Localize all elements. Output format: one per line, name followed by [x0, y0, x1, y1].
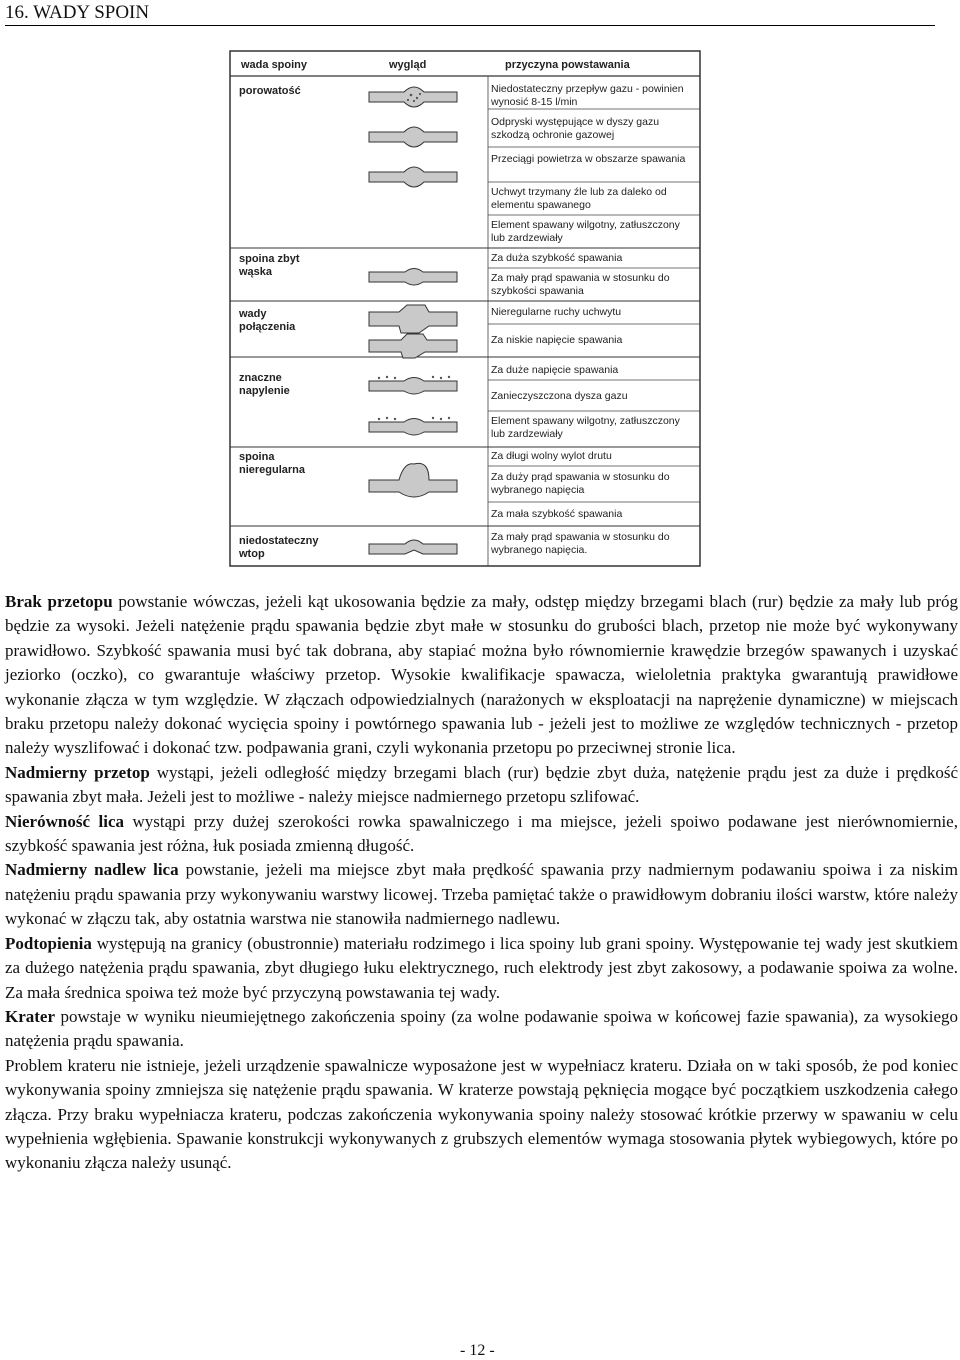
col-header-defect: wada spoiny [241, 59, 308, 71]
page-number: - 12 - [460, 1342, 495, 1359]
cause-item: Za mała szybkość spawania [491, 508, 623, 520]
cause-item: Za niskie napięcie spawania [491, 334, 623, 346]
cause-item: Uchwyt trzymany źle lub za daleko od elementu spawanego [491, 186, 667, 211]
cause-item: Zanieczyszczona dysza gazu [491, 390, 628, 402]
cause-item: Za duże napięcie spawania [491, 364, 619, 376]
defect-label: wady połączenia [239, 308, 296, 333]
cause-item: Element spawany wilgotny, zatłuszczony lub zardzewiały [491, 415, 680, 440]
paragraph-title: Nadmierny przetop [5, 762, 150, 782]
page-header: 16. WADY SPOIN [5, 2, 935, 26]
defect-label: niedostateczny wtop [239, 535, 319, 560]
cause-item: Przeciągi powietrza w obszarze spawania [491, 153, 686, 165]
body-text [5, 590, 958, 1176]
paragraph-text: wystąpi, jeżeli odległość między brzegami blach (rur) będzie zbyt duża, natężenie prądu jest za duże i prędkość spawania zbyt mała. Jeżeli jest to możliwe - należy miejsce nadmiernego przetopu szlifować. [5, 762, 959, 807]
paragraph-title: Nadmierny nadlew lica [5, 860, 179, 880]
cause-item: Za duża szybkość spawania [491, 252, 623, 264]
cause-item: Niedostateczny przepływ gazu - powinien wynosić 8-15 l/min [491, 83, 684, 108]
defect-label: porowatość [239, 85, 301, 97]
paragraph [5, 932, 958, 1005]
paragraph [5, 858, 958, 931]
defect-label: spoina nieregularna [239, 451, 306, 476]
cause-item: Za mały prąd spawania w stosunku do szybkości spawania [491, 272, 670, 297]
paragraph-text: powstanie, jeżeli ma miejsce zbyt mała prędkość spawania przy nadmiernym podawaniu spoiwa i za niskim natężeniu prądu spawania przy wykonywaniu warstwy licowej. Trzeba pamiętać także o prawidłowym dobraniu ilości warstw, które należy wykonać w złączu tak, aby ostatnia warstwa nie stanowiła nadmiernego nadlewu. [5, 860, 958, 929]
cause-item: Element spawany wilgotny, zatłuszczony lub zardzewiały [491, 219, 680, 244]
paragraph [5, 761, 958, 810]
paragraph [5, 590, 958, 761]
cause-item: Za mały prąd spawania w stosunku do wybranego napięcia. [491, 531, 670, 556]
paragraph [5, 1054, 958, 1176]
cause-item: Odpryski występujące w dyszy gazu szkodzą ochronie gazowej [491, 116, 660, 141]
paragraph-title: Nierówność lica [5, 811, 124, 831]
paragraph-text: powstaje w wyniku nieumiejętnego zakończenia spoiny (za wolne podawanie spoiwa w końcowej fazie spawania), za wysokiego natężenia prądu spawania. [5, 1006, 958, 1051]
paragraph [5, 1005, 958, 1054]
paragraph-text: występują na granicy (obustronnie) materiału rodzimego i lica spoiny lub grani spoiny. Występowanie tej wady jest skutkiem za dużego natężenia prądu spawania, zbyt długiego łuku elektrycznego, ruch elektrody jest zbyt zakosowy, a podawanie spoiwa za wolne. Za mała średnica spoiwa też może być przyczyną powstawania tej wady. [5, 933, 958, 1002]
col-header-cause: przyczyna powstawania [505, 59, 630, 71]
cause-item: Za długi wolny wylot drutu [491, 450, 612, 462]
col-header-appearance: wygląd [389, 59, 427, 71]
paragraph [5, 810, 958, 859]
paragraph-text: Problem krateru nie istnieje, jeżeli urządzenie spawalnicze wyposażone jest w wypełniacz krateru. Działa on w taki sposób, że pod koniec wykonywania spoiny zmniejsza się natężenie prądu spawania. W kraterze powstają pęknięcia mogące być początkiem uszkodzenia całego złącza. Przy braku wypełniacza krateru, podczas zakończenia wykonywania spoiny należy stosować krótkie przerwy w spawaniu w celu wypełnienia wgłębienia. Spawanie konstrukcji wykonywanych z grubszych elementów wymaga stosowania płytek wybiegowych, które po wykonaniu złącza należy usunąć. [5, 1055, 958, 1173]
defect-label: znaczne napylenie [239, 372, 290, 397]
paragraph-text: powstanie wówczas, jeżeli kąt ukosowania będzie za mały, odstęp między brzegami blach (rur) będzie za mały lub próg będzie za wysoki. Jeżeli natężenie prądu spawania będzie zbyt małe w stosunku do grubości blach, przetop nie może być wykonywany prawidłowo. Szybkość spawania musi być tak dobrana, aby stapiać można było równomiernie krawędzie brzegów spawanych i uzyskać jeziorko (oczko), co gwarantuje właściwy przetop. Wysokie kwalifikacje spawacza, wieloletnia praktyka gwarantują prawidłowe wykonanie złącza w tym względzie. W złączach odpowiedzialnych (narażonych w eksploatacji na naprężenie dynamiczne) w miejscach braku przetopu należy dokonać wycięcia spoiny i powtórnego spawania lub - jeżeli jest to możliwe ze względów technicznych - przetop należy wyszlifować i dokonać tzw. podpawania grani, czyli wykonania przetopu po przeciwnej stronie lica. [5, 592, 959, 758]
paragraph-title: Krater [5, 1006, 56, 1026]
defect-label: spoina zbyt wąska [239, 253, 300, 278]
cause-item: Za duży prąd spawania w stosunku do wybranego napięcia [491, 471, 670, 496]
weld-defects-table [229, 50, 701, 567]
paragraph-title: Podtopienia [5, 933, 92, 953]
paragraph-title: Brak przetopu [5, 592, 113, 611]
cause-item: Nieregularne ruchy uchwytu [491, 306, 622, 318]
paragraph-text: wystąpi przy dużej szerokości rowka spawalniczego i ma miejsce, jeżeli spoiwo podawane jest nierównomiernie, szybkość spawania jest różna, łuk posiada zmienną długość. [5, 811, 958, 856]
